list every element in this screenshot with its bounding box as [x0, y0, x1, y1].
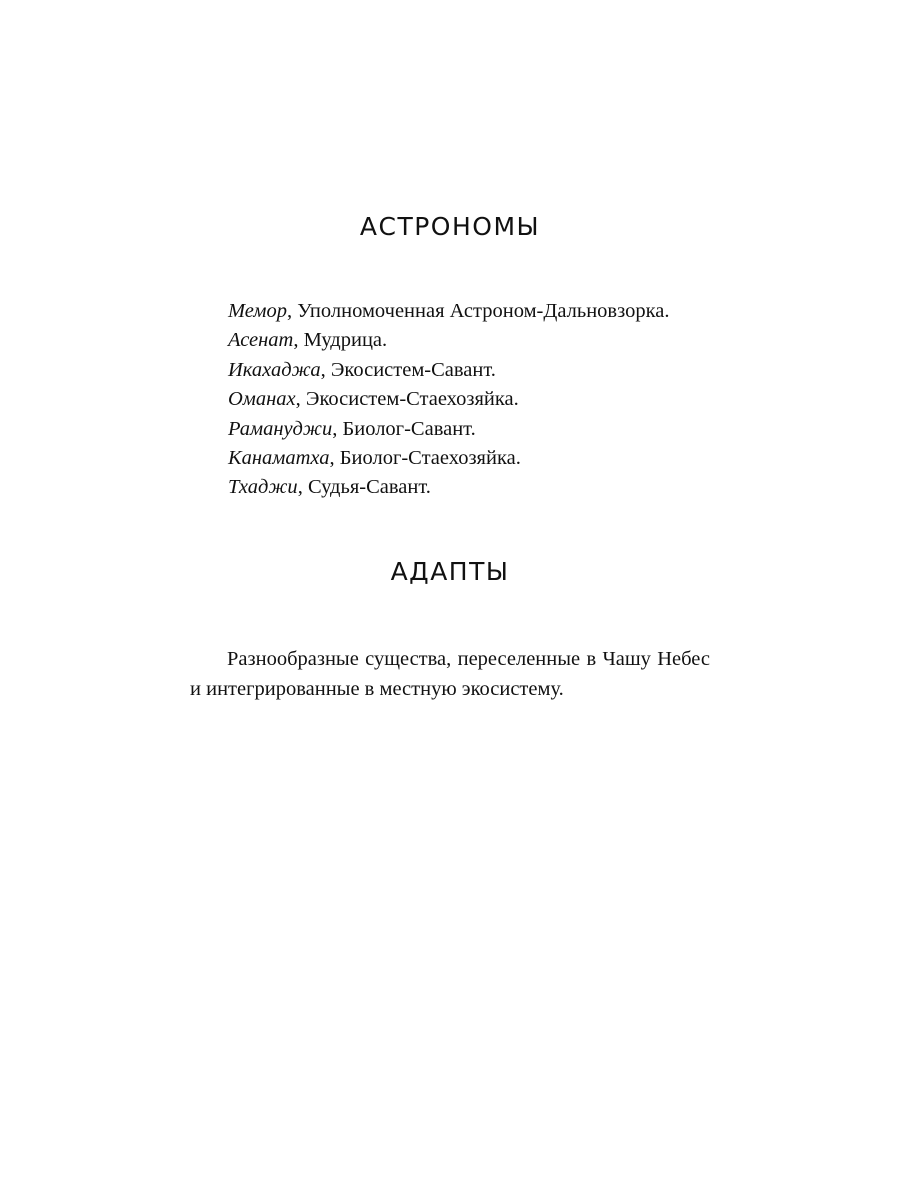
- character-name: Мемор: [228, 300, 287, 322]
- section-heading-adapts: АДАПТЫ: [390, 557, 510, 586]
- list-item: [228, 297, 788, 326]
- character-role: , Экосистем-Савант.: [320, 358, 496, 381]
- character-list-astronomers: [228, 297, 788, 503]
- list-item: [228, 444, 788, 473]
- list-item: [228, 356, 788, 385]
- character-name: Рамануджи: [228, 417, 333, 440]
- character-name: Асенат: [228, 329, 294, 352]
- character-role: , Экосистем-Стаехозяйка.: [295, 388, 519, 411]
- character-name: Оманах: [228, 388, 296, 411]
- character-name: Икахаджа: [228, 358, 321, 381]
- list-item: [228, 473, 788, 502]
- section-description-adapts: Разнообразные существа, переселенные в Чашу Небес и интегрированные в местную экосистему.: [190, 648, 710, 700]
- section-heading-astronomers: АСТРОНОМЫ: [359, 212, 541, 241]
- character-role: , Биолог-Савант.: [332, 417, 476, 440]
- list-item: [228, 385, 788, 414]
- character-name: Канаматха: [228, 447, 330, 470]
- character-role: , Судья-Савант.: [297, 476, 431, 499]
- list-item: [228, 326, 788, 355]
- character-role: , Мудрица.: [293, 329, 388, 352]
- character-name: Тхаджи: [228, 476, 298, 499]
- list-item: [228, 415, 788, 444]
- character-role: , Уполномоченная Астроном-Дальновзорка.: [286, 300, 670, 322]
- character-role: , Биолог-Стаехозяйка.: [329, 447, 521, 470]
